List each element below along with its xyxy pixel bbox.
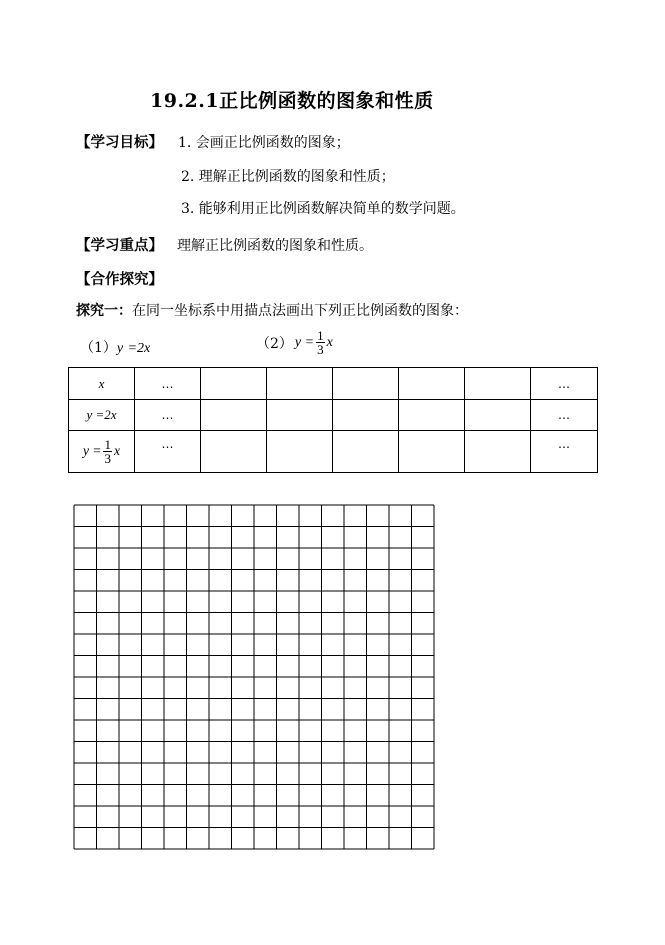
ellipsis-cell: … [135,368,201,400]
table-cell[interactable] [333,400,399,431]
table-cell[interactable] [333,431,399,473]
function-2-fraction [316,329,325,356]
table-cell[interactable] [465,368,531,400]
ellipsis-cell: … [135,400,201,431]
table-cell[interactable] [267,400,333,431]
key-point-label: 【学习重点】 [76,238,163,254]
function-1 [80,337,150,357]
row-y2-var: x [113,443,120,458]
function-1-index: （1） [80,340,117,356]
function-2-index: （2） [256,335,293,352]
table-cell[interactable] [399,431,465,473]
function-1-rhs: =2x [127,341,151,356]
table-cell[interactable] [465,431,531,473]
table-row [69,368,598,400]
function-2-var: x [326,334,333,350]
row-header-x: x [69,368,135,400]
objective-item: 1. 会画正比例函数的图象； [178,135,350,151]
row-header-y2 [69,431,135,473]
exploration-label: 探究一： [76,303,132,319]
value-table [68,367,598,473]
function-1-lhs: y [116,341,124,356]
row-y2-lhs: y = [83,443,102,458]
table-cell[interactable] [399,368,465,400]
cooperation-label: 【合作探究】 [76,272,163,288]
objective-item: 2. 理解正比例函数的图象和性质； [181,169,395,185]
function-2-numerator: 1 [317,328,324,343]
ellipsis-cell: … [135,431,201,473]
function-2 [256,329,333,356]
ellipsis-cell: … [531,368,598,400]
function-2-denominator: 3 [317,342,324,357]
row-y2-numerator: 1 [104,437,111,452]
key-point-text: 理解正比例函数的图象和性质。 [177,238,373,254]
row-y2-denominator: 3 [104,451,111,466]
ellipsis-cell: … [531,431,598,473]
table-cell[interactable] [465,400,531,431]
table-cell[interactable] [267,368,333,400]
table-cell[interactable] [267,431,333,473]
row-header-y1: y =2x [69,400,135,431]
row-y2-fraction [103,438,112,465]
table-cell[interactable] [399,400,465,431]
objectives-label: 【学习目标】 [76,135,163,151]
table-row [69,400,598,431]
exploration-text: 在同一坐标系中用描点法画出下列正比例函数的图象： [132,303,468,319]
drawing-grid[interactable] [73,504,435,850]
table-cell[interactable] [201,400,267,431]
table-cell[interactable] [333,368,399,400]
table-cell[interactable] [201,431,267,473]
function-2-lhs: y = [294,334,315,350]
table-row [69,431,598,473]
exploration-line [76,300,468,320]
page-title: 19.2.1正比例函数的图象和性质 [150,90,434,112]
table-cell[interactable] [201,368,267,400]
objective-item: 3. 能够利用正比例函数解决简单的数学问题。 [181,201,465,217]
ellipsis-cell: … [531,400,598,431]
